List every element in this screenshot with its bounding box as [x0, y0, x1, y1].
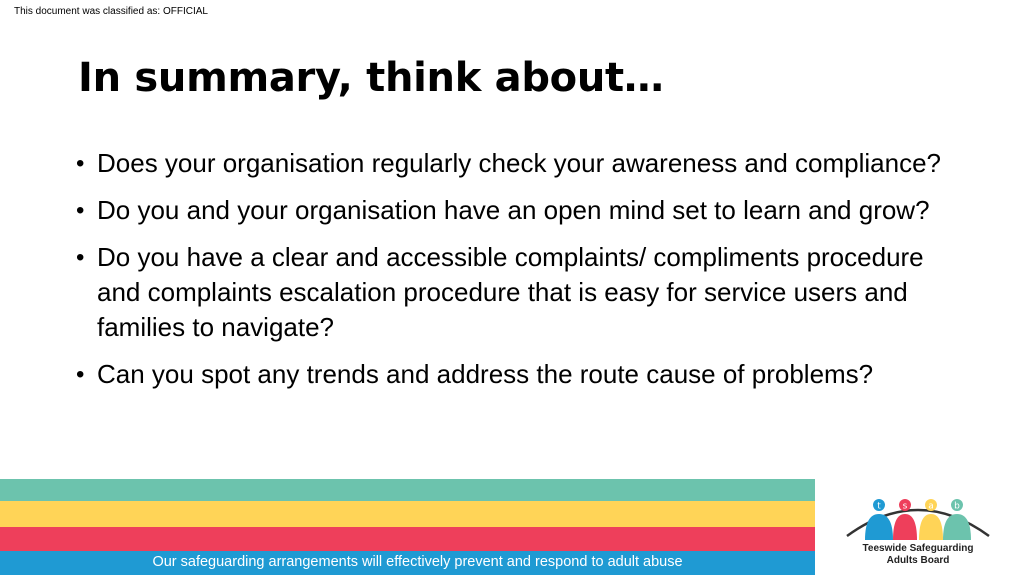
logo-letter-s: s	[902, 501, 908, 512]
footer-stripe-yellow	[0, 501, 815, 527]
bullet-text: Do you and your organisation have an open mind set to learn and grow?	[97, 195, 930, 225]
bullet-dot: •	[76, 244, 85, 271]
bullet-item	[76, 357, 956, 392]
logo-figure-t	[865, 499, 893, 540]
logo-caption-line1: Teeswide Safeguarding	[862, 543, 974, 554]
logo-figure-b	[943, 499, 971, 540]
bullet-dot: •	[76, 150, 85, 177]
bullet-text: Can you spot any trends and address the route cause of problems?	[97, 359, 874, 389]
bullet-text: Do you have a clear and accessible complaints/ compliments procedure and complaints escalation procedure that is easy for service users and families to navigate?	[97, 242, 924, 342]
logo-letter-a: a	[928, 501, 934, 512]
slide-title: In summary, think about…	[78, 55, 664, 101]
bullet-item	[76, 146, 956, 181]
footer-stripe-red	[0, 527, 815, 551]
footer-tagline: Our safeguarding arrangements will effectively prevent and respond to adult abuse	[152, 554, 683, 570]
logo-figure-s	[893, 499, 917, 540]
bullet-dot: •	[76, 197, 85, 224]
footer-stripe-green	[0, 479, 815, 501]
bullet-item	[76, 193, 956, 228]
bullet-text: Does your organisation regularly check your awareness and compliance?	[97, 148, 942, 178]
logo-letter-b: b	[954, 501, 960, 512]
bullet-dot: •	[76, 361, 85, 388]
bullet-item	[76, 240, 956, 345]
bullet-list	[76, 146, 956, 404]
logo-figure-a	[919, 499, 943, 540]
logo-caption	[843, 543, 993, 567]
logo-letter-t: t	[877, 501, 881, 512]
logo-caption-line2: Adults Board	[886, 555, 950, 566]
classification-label: This document was classified as: OFFICIAL	[14, 6, 208, 17]
